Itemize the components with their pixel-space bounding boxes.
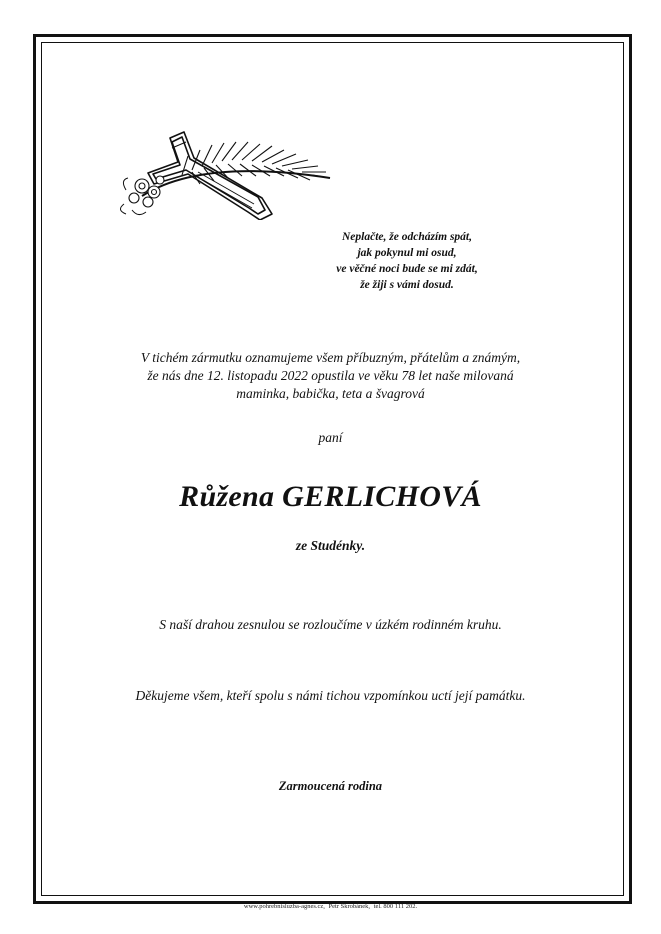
poem	[312, 229, 502, 293]
announcement-line: V tichém zármutku oznamujeme všem příbuzným, přátelům a známým,	[140, 350, 521, 365]
signature: Zarmoucená rodina	[278, 779, 383, 793]
footer-website: www.pohrebnisluzba-agnes.cz,	[243, 903, 325, 910]
thanks-line: Děkujeme všem, kteří spolu s námi tichou vzpomínkou uctí její památku.	[135, 688, 526, 703]
poem-line: ve věčné noci bude se mi zdát,	[336, 263, 478, 275]
footer-phone: tel. 800 111 202.	[373, 903, 418, 910]
poem-line: Neplačte, že odcházím spát,	[342, 231, 472, 243]
announcement-line: že nás dne 12. listopadu 2022 opustila ve věku 78 let naše milovaná	[147, 368, 514, 383]
announcement-line: maminka, babička, teta a švagrová	[236, 386, 425, 401]
footer-owner: Petr Škrobánek,	[328, 903, 371, 910]
announcement	[100, 349, 561, 403]
poem-line: že žiji s vámi dosud.	[360, 279, 454, 291]
deceased-name: Růžena GERLICHOVÁ	[179, 480, 482, 513]
cross-with-palm-and-flowers-icon	[112, 118, 334, 220]
origin-line: ze Studénky.	[295, 538, 366, 553]
poem-line: jak pokynul mi osud,	[357, 247, 457, 259]
footer	[0, 903, 661, 910]
farewell-line: S naší drahou zesnulou se rozloučíme v úzkém rodinném kruhu.	[159, 617, 502, 632]
title-word: paní	[318, 430, 343, 445]
